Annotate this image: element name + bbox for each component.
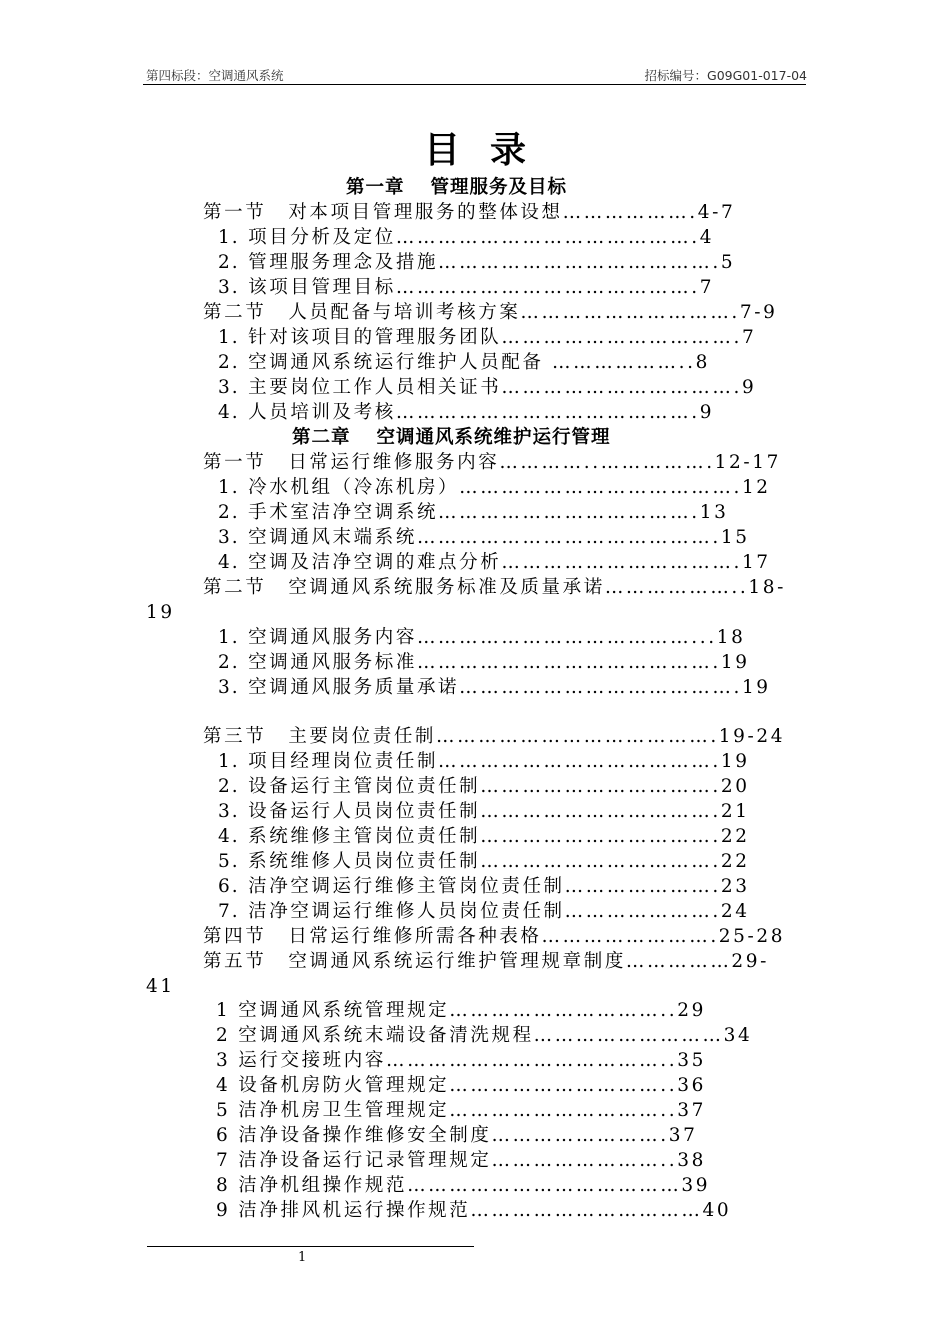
item-title: 系统维修人员岗位责任制 bbox=[248, 851, 481, 872]
item-number: 3. bbox=[218, 277, 240, 298]
item-number: 4. bbox=[218, 826, 240, 847]
toc-item[interactable] bbox=[216, 1173, 710, 1198]
page-ref: 19 bbox=[720, 652, 750, 673]
page-ref: 19 bbox=[741, 677, 771, 698]
page-ref: 24 bbox=[720, 901, 750, 922]
page-ref: 37 bbox=[668, 1125, 698, 1146]
toc-item[interactable] bbox=[218, 849, 750, 874]
toc-section[interactable] bbox=[203, 949, 769, 974]
toc-item[interactable] bbox=[218, 625, 745, 650]
leader: ………………. bbox=[562, 202, 698, 223]
toc-item[interactable] bbox=[218, 475, 771, 500]
page-ref: 22 bbox=[720, 826, 750, 847]
page-ref: 13 bbox=[699, 502, 729, 523]
leader: ……………………………. bbox=[480, 851, 721, 872]
page-ref: 29 bbox=[677, 1000, 706, 1021]
toc-item[interactable] bbox=[218, 250, 735, 275]
section-title: 人员配备与培训考核方案 bbox=[288, 302, 521, 323]
item-number: 2 bbox=[216, 1025, 230, 1046]
section-title: 日常运行维修服务内容 bbox=[288, 452, 500, 473]
toc-item[interactable] bbox=[216, 1098, 706, 1123]
page-ref: 8 bbox=[695, 352, 710, 373]
leader: ……………………………………. bbox=[395, 277, 700, 298]
item-title: 空调通风末端系统 bbox=[248, 527, 417, 548]
item-number: 4. bbox=[218, 552, 240, 573]
page-ref: 20 bbox=[720, 776, 750, 797]
page-ref: 5 bbox=[720, 252, 736, 273]
leader: ………………………….. bbox=[449, 1000, 678, 1021]
toc-item[interactable] bbox=[218, 899, 750, 924]
section-label: 第二节 bbox=[203, 577, 267, 598]
page-ref: 4-7 bbox=[697, 202, 736, 223]
leader: …………………. bbox=[564, 876, 721, 897]
toc-item[interactable] bbox=[216, 1198, 731, 1223]
toc-section[interactable] bbox=[203, 924, 785, 949]
toc-item[interactable] bbox=[218, 774, 750, 799]
item-number: 9 bbox=[216, 1200, 230, 1221]
toc-item[interactable] bbox=[218, 275, 714, 300]
item-number: 7 bbox=[216, 1150, 230, 1171]
chapter-number: 第二章 bbox=[292, 427, 351, 448]
leader: ………………………………. bbox=[438, 502, 700, 523]
toc-section[interactable] bbox=[203, 724, 785, 749]
item-title: 人员培训及考核 bbox=[248, 402, 396, 423]
leader: ……………………. bbox=[541, 926, 719, 947]
toc-item[interactable] bbox=[218, 550, 771, 575]
page-ref: 9 bbox=[699, 402, 715, 423]
item-number: 5. bbox=[218, 851, 240, 872]
item-number: 1 bbox=[216, 1000, 230, 1021]
section-title: 对本项目管理服务的整体设想 bbox=[288, 202, 563, 223]
toc-item[interactable] bbox=[218, 525, 750, 550]
page-header-right: 招标编号：G09G01-017-04 bbox=[644, 68, 807, 83]
toc-item[interactable] bbox=[216, 1048, 706, 1073]
toc-section[interactable] bbox=[203, 575, 786, 600]
section-title: 空调通风系统运行维护管理规章制度 bbox=[288, 951, 626, 972]
page-ref: 34 bbox=[723, 1025, 753, 1046]
toc-item[interactable] bbox=[218, 225, 714, 250]
item-title: 洁净排风机运行操作规范 bbox=[238, 1200, 471, 1221]
page-ref: 7 bbox=[699, 277, 715, 298]
toc-section[interactable] bbox=[203, 300, 778, 325]
page-ref-continuation: 19 bbox=[146, 602, 175, 623]
item-title: 洁净机组操作规范 bbox=[238, 1175, 408, 1196]
leader: ……………………………. bbox=[480, 776, 721, 797]
leader: …………………………………. bbox=[438, 252, 721, 273]
item-title: 设备机房防火管理规定 bbox=[238, 1075, 450, 1096]
item-number: 6. bbox=[218, 876, 240, 897]
toc-item[interactable] bbox=[218, 675, 771, 700]
page-ref: 18- bbox=[748, 577, 786, 598]
chapter-heading bbox=[346, 175, 567, 200]
item-number: 1. bbox=[218, 627, 240, 648]
toc-item[interactable] bbox=[218, 749, 750, 774]
leader: …………………………………. bbox=[438, 751, 721, 772]
item-number: 3. bbox=[218, 527, 240, 548]
page-ref: 19 bbox=[720, 751, 750, 772]
page-ref: 12 bbox=[741, 477, 771, 498]
leader: …………………. bbox=[564, 901, 721, 922]
item-title: 项目分析及定位 bbox=[248, 227, 396, 248]
leader: ……………………………………. bbox=[395, 402, 700, 423]
item-number: 2. bbox=[218, 502, 240, 523]
page-ref: 38 bbox=[677, 1150, 706, 1171]
item-number: 5 bbox=[216, 1100, 230, 1121]
item-title: 运行交接班内容 bbox=[238, 1050, 386, 1071]
item-number: 2. bbox=[218, 352, 240, 373]
leader: ……………………………………. bbox=[416, 652, 721, 673]
chapter-number: 第一章 bbox=[346, 177, 405, 198]
leader: ………………………………….. bbox=[385, 1050, 678, 1071]
leader: …………………………. bbox=[520, 302, 740, 323]
item-title: 空调通风系统管理规定 bbox=[238, 1000, 450, 1021]
item-number: 7. bbox=[218, 901, 240, 922]
leader: ……………………………. bbox=[480, 826, 721, 847]
item-title: 主要岗位工作人员相关证书 bbox=[248, 377, 502, 398]
leader: ……………………………. bbox=[501, 552, 742, 573]
page-ref: 17 bbox=[741, 552, 771, 573]
page-ref: 23 bbox=[720, 876, 750, 897]
leader: ……………….. bbox=[543, 352, 696, 373]
section-title: 日常运行维修所需各种表格 bbox=[288, 926, 542, 947]
page-ref: 12-17 bbox=[714, 452, 782, 473]
page-title: 目录 bbox=[423, 130, 556, 171]
toc-item[interactable] bbox=[218, 650, 750, 675]
toc-item[interactable] bbox=[218, 799, 750, 824]
toc-item[interactable] bbox=[216, 1023, 752, 1048]
item-title: 手术室洁净空调系统 bbox=[248, 502, 439, 523]
page-ref: 22 bbox=[720, 851, 750, 872]
footer-rule bbox=[147, 1246, 474, 1247]
section-label: 第四节 bbox=[203, 926, 267, 947]
leader: ……………………………. bbox=[501, 377, 742, 398]
item-title: 空调通风服务质量承诺 bbox=[248, 677, 460, 698]
page-number: 1 bbox=[298, 1250, 307, 1265]
chapter-heading bbox=[292, 425, 611, 450]
leader: …………………………………... bbox=[416, 627, 717, 648]
toc-item[interactable] bbox=[218, 375, 756, 400]
leader: ……………….. bbox=[604, 577, 749, 598]
item-title: 洁净空调运行维修主管岗位责任制 bbox=[248, 876, 565, 897]
leader: …………………………………. bbox=[436, 726, 719, 747]
item-title: 空调及洁净空调的难点分析 bbox=[248, 552, 502, 573]
page-ref: 25-28 bbox=[718, 926, 786, 947]
item-title: 项目经理岗位责任制 bbox=[248, 751, 439, 772]
item-number: 3 bbox=[216, 1050, 230, 1071]
item-number: 2. bbox=[218, 252, 240, 273]
page-ref: 40 bbox=[702, 1200, 732, 1221]
leader: …………..……………. bbox=[499, 452, 715, 473]
item-number: 3. bbox=[218, 377, 240, 398]
item-title: 该项目管理目标 bbox=[248, 277, 396, 298]
leader: ……………………………. bbox=[501, 327, 742, 348]
leader: ………………………….. bbox=[449, 1075, 678, 1096]
leader: …………………………………. bbox=[459, 477, 742, 498]
leader: …………………………… bbox=[470, 1200, 703, 1221]
item-number: 2. bbox=[218, 776, 240, 797]
item-title: 空调通风服务内容 bbox=[248, 627, 417, 648]
page-ref: 4 bbox=[699, 227, 715, 248]
item-title: 冷水机组（冷冻机房） bbox=[248, 477, 460, 498]
item-number: 1. bbox=[218, 751, 240, 772]
toc-item[interactable] bbox=[218, 874, 750, 899]
toc-item[interactable] bbox=[218, 350, 710, 375]
chapter-title: 空调通风系统维护运行管理 bbox=[376, 427, 611, 448]
section-label: 第三节 bbox=[203, 726, 267, 747]
page-ref-continuation: 41 bbox=[146, 976, 175, 997]
item-number: 6 bbox=[216, 1125, 230, 1146]
header-rule bbox=[143, 84, 806, 85]
page-header-left: 第四标段：空调通风系统 bbox=[146, 68, 284, 83]
item-title: 洁净设备运行记录管理规定 bbox=[238, 1150, 492, 1171]
page-ref: 37 bbox=[677, 1100, 706, 1121]
toc-item[interactable] bbox=[216, 1123, 698, 1148]
toc-item[interactable] bbox=[216, 1073, 706, 1098]
section-label: 第五节 bbox=[203, 951, 267, 972]
chapter-title: 管理服务及目标 bbox=[430, 177, 568, 198]
section-label: 第二节 bbox=[203, 302, 267, 323]
item-title: 空调通风服务标准 bbox=[248, 652, 417, 673]
item-number: 3. bbox=[218, 677, 240, 698]
item-title: 管理服务理念及措施 bbox=[248, 252, 439, 273]
leader: …………… bbox=[625, 951, 732, 972]
item-title: 空调通风系统运行维护人员配备 bbox=[248, 352, 544, 373]
leader: ……………………… bbox=[533, 1025, 724, 1046]
item-title: 洁净空调运行维修人员岗位责任制 bbox=[248, 901, 565, 922]
item-number: 3. bbox=[218, 801, 240, 822]
page-ref: 9 bbox=[741, 377, 757, 398]
item-title: 空调通风系统末端设备清洗规程 bbox=[238, 1025, 534, 1046]
page-ref: 7-9 bbox=[739, 302, 778, 323]
toc-section[interactable] bbox=[203, 450, 781, 475]
page-ref: 39 bbox=[681, 1175, 711, 1196]
page-ref: 7 bbox=[741, 327, 757, 348]
section-label: 第一节 bbox=[203, 202, 267, 223]
page-ref: 36 bbox=[677, 1075, 706, 1096]
item-number: 1. bbox=[218, 477, 240, 498]
item-title: 针对该项目的管理服务团队 bbox=[248, 327, 502, 348]
item-title: 设备运行主管岗位责任制 bbox=[248, 776, 481, 797]
toc-section[interactable] bbox=[203, 200, 735, 225]
item-title: 设备运行人员岗位责任制 bbox=[248, 801, 481, 822]
page-ref: 35 bbox=[677, 1050, 706, 1071]
section-title: 主要岗位责任制 bbox=[288, 726, 437, 747]
page-ref: 15 bbox=[720, 527, 750, 548]
item-number: 1. bbox=[218, 227, 240, 248]
toc-item[interactable] bbox=[218, 325, 756, 350]
leader: ………………………….. bbox=[449, 1100, 678, 1121]
page-ref: 19-24 bbox=[718, 726, 786, 747]
item-title: 洁净设备操作维修安全制度 bbox=[238, 1125, 492, 1146]
leader: ………………………………… bbox=[407, 1175, 682, 1196]
item-number: 1. bbox=[218, 327, 240, 348]
toc-item[interactable] bbox=[216, 1148, 706, 1173]
section-label: 第一节 bbox=[203, 452, 267, 473]
item-title: 系统维修主管岗位责任制 bbox=[248, 826, 481, 847]
leader: …………………….. bbox=[491, 1150, 678, 1171]
leader: …………………………………. bbox=[459, 677, 742, 698]
item-number: 4 bbox=[216, 1075, 230, 1096]
leader: ……………………………………. bbox=[395, 227, 700, 248]
page-ref: 18 bbox=[716, 627, 746, 648]
section-title: 空调通风系统服务标准及质量承诺 bbox=[288, 577, 605, 598]
toc-item[interactable] bbox=[218, 824, 750, 849]
item-number: 4. bbox=[218, 402, 240, 423]
item-title: 洁净机房卫生管理规定 bbox=[238, 1100, 450, 1121]
toc-item[interactable] bbox=[218, 500, 728, 525]
leader: ……………………. bbox=[491, 1125, 669, 1146]
item-number: 8 bbox=[216, 1175, 230, 1196]
leader: ……………………………. bbox=[480, 801, 721, 822]
page-ref: 29- bbox=[731, 951, 770, 972]
item-number: 2. bbox=[218, 652, 240, 673]
page-ref: 21 bbox=[720, 801, 750, 822]
toc-item[interactable] bbox=[218, 400, 714, 425]
leader: ……………………………………. bbox=[416, 527, 721, 548]
toc-item[interactable] bbox=[216, 998, 706, 1023]
